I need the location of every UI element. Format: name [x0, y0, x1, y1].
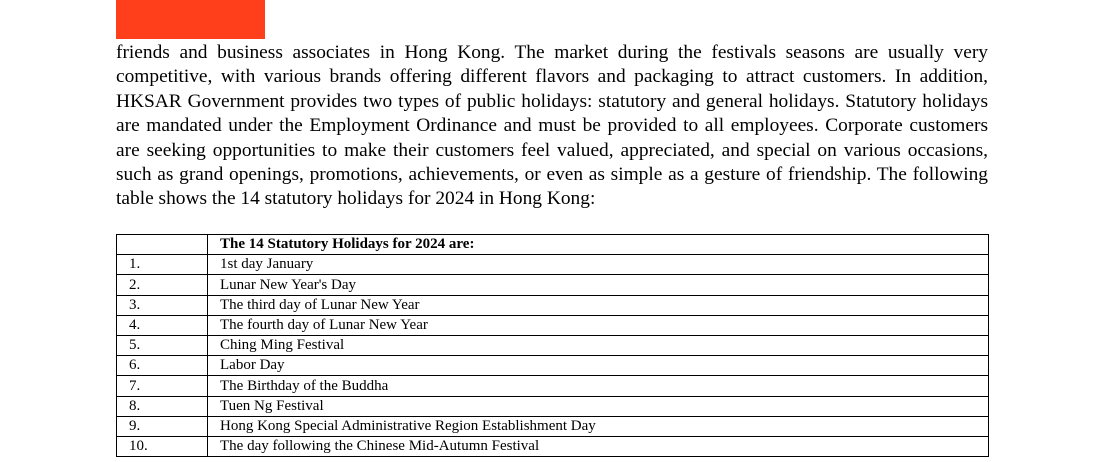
statutory-holidays-table: [116, 234, 989, 457]
holiday-name: Lunar New Year's Day: [208, 275, 989, 295]
holiday-name: The third day of Lunar New Year: [208, 295, 989, 315]
holiday-name: 1st day January: [208, 255, 989, 275]
holiday-name: The fourth day of Lunar New Year: [208, 315, 989, 335]
row-number: 7.: [117, 376, 208, 396]
holiday-name: Labor Day: [208, 356, 989, 376]
table-header-row: [117, 235, 989, 255]
holiday-name: Hong Kong Special Administrative Region Establishment Day: [208, 416, 989, 436]
holiday-name: The Birthday of the Buddha: [208, 376, 989, 396]
table-row: [117, 376, 989, 396]
holiday-name: Tuen Ng Festival: [208, 396, 989, 416]
table-row: [117, 356, 989, 376]
row-number: 1.: [117, 255, 208, 275]
row-number: 9.: [117, 416, 208, 436]
table-row: [117, 436, 989, 456]
table-row: [117, 416, 989, 436]
row-number: 4.: [117, 315, 208, 335]
table-row: [117, 335, 989, 355]
table-title-cell: The 14 Statutory Holidays for 2024 are:: [208, 235, 989, 255]
row-number: 8.: [117, 396, 208, 416]
header-number-cell: [117, 235, 208, 255]
row-number: 10.: [117, 436, 208, 456]
body-paragraph: friends and business associates in Hong Kong. The market during the festivals seasons are usually very competitive, with various brands offering different flavors and packaging to attract customers. In addition, HKSAR Government provides two types of public holidays: statutory and general holidays. Statutory holidays are mandated under the Employment Ordinance and must be provided to all employees. Corporate customers are seeking opportunities to make their customers feel valued, appreciated, and special on various occasions, such as grand openings, promotions, achievements, or even as simple as a gesture of friendship. The following table shows the 14 statutory holidays for 2024 in Hong Kong:: [116, 42, 988, 210]
table-row: [117, 315, 989, 335]
table-row: [117, 255, 989, 275]
row-number: 3.: [117, 295, 208, 315]
row-number: 5.: [117, 335, 208, 355]
row-number: 6.: [117, 356, 208, 376]
table-row: [117, 396, 989, 416]
orange-header-block: [116, 0, 265, 39]
holiday-name: The day following the Chinese Mid-Autumn Festival: [208, 436, 989, 456]
table-row: [117, 295, 989, 315]
holiday-name: Ching Ming Festival: [208, 335, 989, 355]
table-row: [117, 275, 989, 295]
row-number: 2.: [117, 275, 208, 295]
